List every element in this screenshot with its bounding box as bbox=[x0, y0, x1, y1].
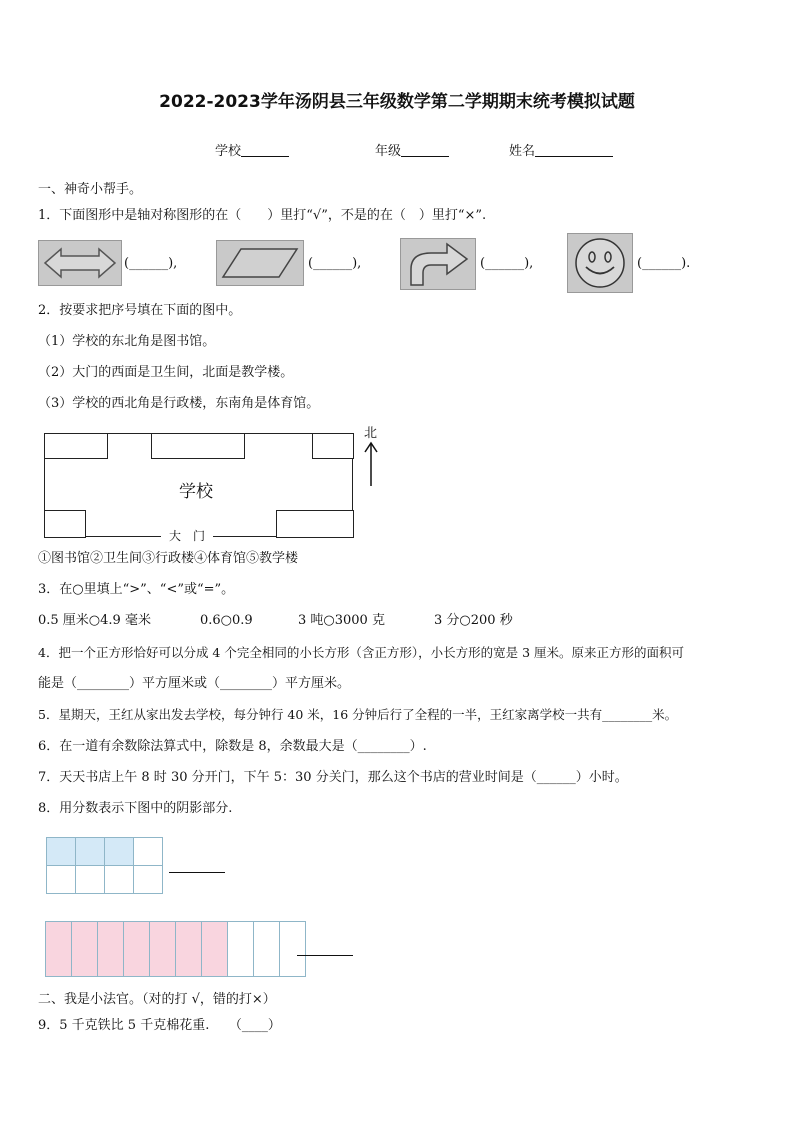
q3-item-4[interactable]: 3 分○200 秒 bbox=[434, 613, 513, 628]
name-blank[interactable] bbox=[535, 144, 613, 157]
q2-text: 2．按要求把序号填在下面的图中。 bbox=[38, 303, 242, 318]
q1-blank-1[interactable]: (______), bbox=[124, 256, 178, 271]
section1-heading: 一、神奇小帮手。 bbox=[38, 182, 143, 197]
grid-cell bbox=[105, 866, 134, 894]
parallelogram-icon bbox=[217, 241, 303, 285]
q4-line-1: 4．把一个正方形恰好可以分成 4 个完全相同的小长方形（含正方形），小长方形的宽是 3 厘米。原来正方形的面积可 bbox=[38, 645, 685, 660]
name-field[interactable] bbox=[509, 140, 613, 159]
name-label: 姓名 bbox=[509, 144, 536, 159]
grid-cell-shaded bbox=[105, 838, 134, 866]
grade-label: 年级 bbox=[375, 144, 402, 159]
section2-heading: 二、我是小法官。（对的打 √，错的打×） bbox=[38, 992, 276, 1007]
q3-item-1[interactable]: 0.5 厘米○4.9 毫米 bbox=[38, 613, 151, 628]
bar-cell-shaded bbox=[202, 922, 228, 977]
grade-field[interactable] bbox=[375, 140, 449, 159]
grid-cell bbox=[134, 866, 163, 894]
north-label: 北 bbox=[364, 426, 378, 441]
school-label: 学校 bbox=[179, 482, 213, 502]
q4-line-2: 能是（________）平方厘米或（________）平方厘米。 bbox=[38, 676, 351, 691]
bar-cell-shaded bbox=[46, 922, 72, 977]
q3-text: 3．在○里填上“>”、“<”或“=”。 bbox=[38, 582, 235, 597]
room-southeast[interactable] bbox=[276, 510, 354, 538]
q2-item-2: （2）大门的西面是卫生间，北面是教学楼。 bbox=[38, 365, 294, 380]
q3-item-2[interactable]: 0.6○0.9 bbox=[200, 613, 253, 628]
grid-cell-shaded bbox=[47, 838, 76, 866]
q7-text: 7．天天书店上午 8 时 30 分开门，下午 5：30 分关门，那么这个书店的营业时间是（______）小时。 bbox=[38, 770, 628, 785]
room-northwest[interactable] bbox=[44, 433, 108, 459]
grid-cell bbox=[76, 866, 105, 894]
q8-text: 8．用分数表示下图中的阴影部分. bbox=[38, 801, 233, 816]
smiley-figure bbox=[567, 233, 633, 293]
q2-options: ①图书馆②卫生间③行政楼④体育馆⑤教学楼 bbox=[38, 551, 299, 566]
school-label: 学校 bbox=[215, 144, 242, 159]
bar-cell bbox=[280, 922, 306, 977]
grid-cell-shaded bbox=[76, 838, 105, 866]
q2-item-1: （1）学校的东北角是图书馆。 bbox=[38, 334, 216, 349]
bar-cell-shaded bbox=[98, 922, 124, 977]
q1-blank-2[interactable]: (______), bbox=[308, 256, 362, 271]
curved-arrow-icon bbox=[401, 239, 475, 289]
q8-answer-blank-1[interactable] bbox=[169, 872, 225, 873]
smiley-face-icon bbox=[568, 234, 632, 292]
q9-text: 9．5 千克铁比 5 千克棉花重. （____） bbox=[38, 1018, 281, 1033]
gate-label: 大 门 bbox=[161, 529, 213, 543]
bar-cell-shaded bbox=[176, 922, 202, 977]
q3-item-3[interactable]: 3 吨○3000 克 bbox=[298, 613, 385, 628]
room-northeast[interactable] bbox=[312, 433, 354, 459]
bar-cell-shaded bbox=[124, 922, 150, 977]
grade-blank[interactable] bbox=[401, 144, 449, 157]
double-arrow-icon bbox=[39, 241, 121, 285]
grid-cell bbox=[47, 866, 76, 894]
curved-arrow-figure bbox=[400, 238, 476, 290]
q8-answer-blank-2[interactable] bbox=[297, 955, 353, 956]
bar-cell bbox=[228, 922, 254, 977]
double-arrow-figure bbox=[38, 240, 122, 286]
q6-text: 6．在一道有余数除法算式中，除数是 8，余数最大是（________）. bbox=[38, 739, 427, 754]
room-southwest[interactable] bbox=[44, 510, 86, 538]
bar-cell bbox=[254, 922, 280, 977]
page-title: 2022-2023学年汤阴县三年级数学第二学期期末统考模拟试题 bbox=[159, 92, 635, 112]
grid-cell bbox=[134, 838, 163, 866]
q5-text: 5．星期天，王红从家出发去学校，每分钟行 40 米，16 分钟后行了全程的一半，王红家离学校一共有________米。 bbox=[38, 707, 678, 722]
q1-blank-4[interactable]: (______). bbox=[637, 256, 691, 271]
school-map bbox=[44, 433, 353, 543]
bar-cell-shaded bbox=[150, 922, 176, 977]
q1-blank-3[interactable]: (______), bbox=[480, 256, 534, 271]
parallelogram-figure bbox=[216, 240, 304, 286]
school-blank[interactable] bbox=[241, 144, 289, 157]
school-field[interactable] bbox=[215, 140, 289, 159]
q1-text: 1．下面图形中是轴对称图形的在（ ）里打“√”，不是的在（ ）里打“×”. bbox=[38, 208, 487, 223]
q2-item-3: （3）学校的西北角是行政楼，东南角是体育馆。 bbox=[38, 396, 320, 411]
room-north[interactable] bbox=[151, 433, 245, 459]
fraction-grid-1 bbox=[46, 837, 163, 894]
fraction-bar-2 bbox=[45, 921, 306, 977]
north-arrow-icon bbox=[362, 440, 380, 488]
bar-cell-shaded bbox=[72, 922, 98, 977]
